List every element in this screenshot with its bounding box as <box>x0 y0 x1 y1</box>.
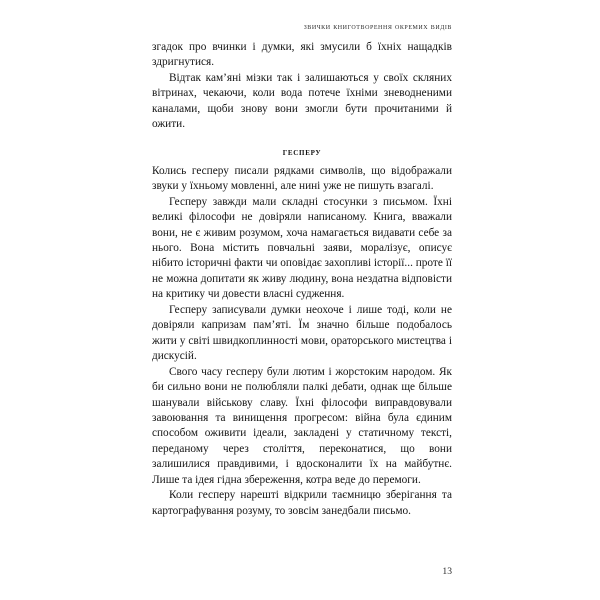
paragraph: Колись гесперу писали рядками символів, що відображали звуки у їхньому мовленні, але нині уже не пишуть взагалі. <box>152 164 452 193</box>
running-header: звички книготворення окремих видів <box>303 22 452 31</box>
paragraph: згадок про вчинки і думки, які змусили б їхніх нащадків здригнутися. <box>152 41 452 69</box>
paragraph: Коли гесперу нарешті відкрили таємницю зберігання та картографування розуму, то зовсім занедбали письмо. <box>152 489 452 517</box>
page-number: 13 <box>442 566 452 577</box>
paragraph: Свого часу гесперу були лютим і жорстоким народом. Як би сильно вони не полюбляли палкі дебати, однак ще більше шанували військову славу. Їхні філософи виправдовували завоювання та винищення прогресом: війна була єдиним способом оживити ідеали, закладені у статичному тексті, переданому через століття, переконатися, що вони залишилися правдивими, і вдосконалити їх на майбутнє. Лише та ідея гідна збереження, котра веде до перемоги. <box>152 365 452 486</box>
paragraph: Гесперу завжди мали складні стосунки з письмом. Їхні великі філософи не довіряли написаному. Книга, вважали вони, не є живим розумом, хоча намагається видавати себе за нього. Вона містить повчальні заяви, моралізує, описує нібито історичні факти чи оповідає захопливі історії... проте її не можна допитати як живу людину, вона нездатна відповісти на критику чи довести власні судження. <box>152 195 452 301</box>
paragraph: Відтак кам’яні мізки так і залишаються у своїх скляних вітринах, чекаючи, коли вода потече їхніми зневодненими каналами, щоби знову вони змогли бути прочитаними й ожити. <box>152 71 452 131</box>
section-heading: гесперу <box>282 146 322 158</box>
text-column <box>152 40 452 519</box>
paragraph: Гесперу записували думки неохоче і лише тоді, коли не довіряли капризам пам’яті. Їм значно більше подобалось жити у світі швидкоплинності мови, ораторського мистецтва і дискусій. <box>152 303 452 363</box>
